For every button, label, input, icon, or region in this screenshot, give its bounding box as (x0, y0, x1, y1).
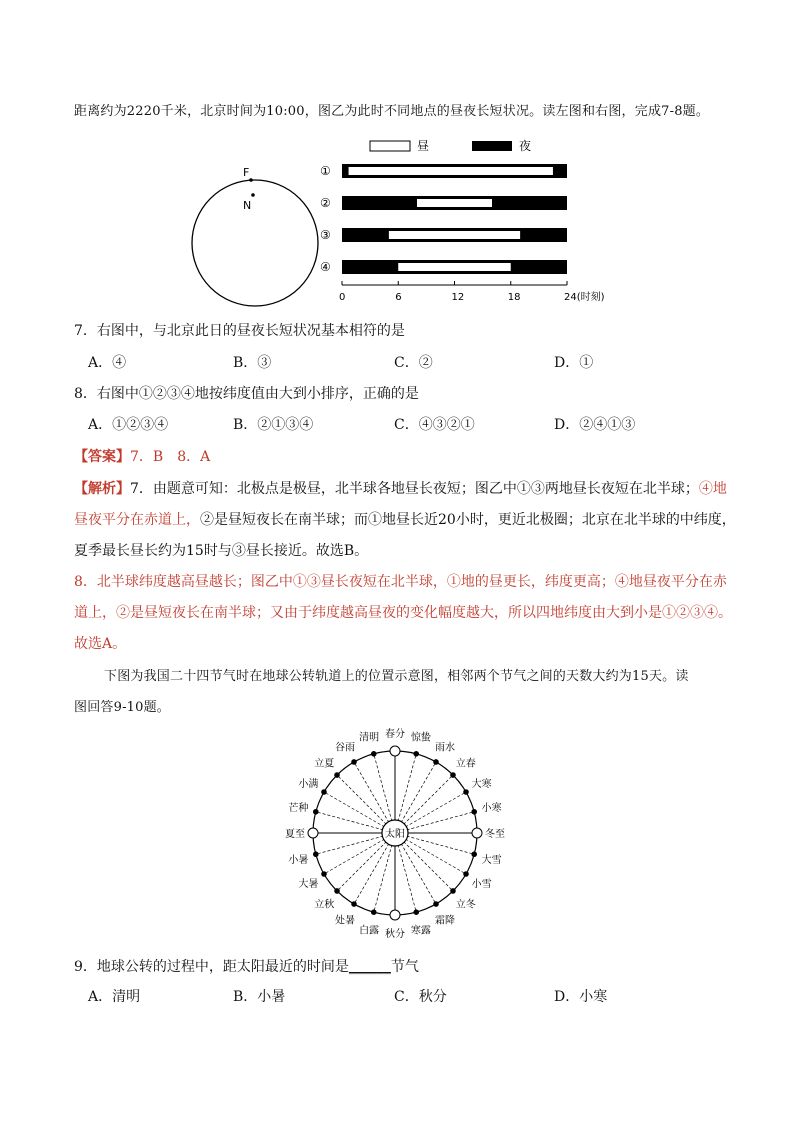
term-label-0: 春分 (385, 729, 405, 740)
term-label-15: 立冬 (455, 899, 476, 911)
term-point-7 (313, 852, 318, 857)
daylight-bars (320, 164, 567, 274)
solar-terms-figure (270, 722, 520, 947)
term-label-12: 秋分 (385, 929, 405, 940)
term-point-15 (451, 889, 456, 894)
legend-night-label: 夜 (519, 139, 532, 153)
term-point-13 (414, 910, 419, 915)
analysis-p1-l2-red: 昼夜平分在赤道上， (74, 512, 200, 528)
radial-line-3 (337, 775, 386, 824)
answer-line (74, 446, 210, 466)
term-point-3 (335, 773, 340, 778)
term-point-21 (451, 773, 456, 778)
analysis-p2-line1 (74, 571, 727, 591)
question-7-stem: 7．右图中，与北京此日的昼夜长短状况基本相符的是 (74, 323, 405, 339)
day-bar-1 (349, 167, 553, 175)
answer-bracket: 【答案】 (74, 449, 130, 465)
term-label-16: 小雪 (471, 879, 492, 890)
term-point-0 (390, 746, 400, 756)
label-n: N (243, 199, 252, 212)
legend-day-label: 昼 (417, 139, 430, 153)
daylight-figure (185, 135, 625, 310)
term-point-23 (414, 751, 419, 756)
term-point-9 (335, 889, 340, 894)
q9-suffix: 节气 (390, 959, 419, 975)
row-label-3: ③ (320, 228, 331, 242)
point-f (249, 178, 253, 182)
term-point-6 (308, 828, 318, 838)
term-point-22 (434, 760, 439, 765)
term-label-23: 惊蛰 (410, 732, 431, 744)
term-label-11: 白露 (359, 925, 380, 937)
analysis-p1-line1 (74, 478, 727, 498)
term-point-14 (434, 902, 439, 907)
q9-option-c: C．秋分 (394, 989, 447, 1005)
analysis-p1-l1-black: 7．由题意可知：北极点是极昼，北半球各地昼长夜短；图乙中①③两地昼长夜短在北半球； (130, 481, 699, 497)
term-label-2: 谷雨 (335, 742, 355, 754)
analysis-p2-line3: 故选A。 (74, 636, 127, 652)
row-label-4: ④ (320, 260, 331, 274)
term-point-12 (390, 910, 400, 920)
term-point-1 (371, 751, 376, 756)
term-label-13: 寒露 (410, 925, 431, 937)
row-label-1: ① (320, 164, 331, 178)
term-label-8: 大暑 (298, 879, 319, 890)
analysis-p1-line2 (74, 509, 736, 529)
term-point-20 (464, 790, 469, 795)
intro-text: 距离约为2220千米，北京时间为10:00，图乙为此时不同地点的昼夜长短状况。读左图和右图，完成7-8题。 (74, 104, 710, 119)
row-label-2: ② (320, 196, 331, 210)
term-point-8 (322, 872, 327, 877)
q7-option-a: A．④ (88, 355, 127, 371)
axis-ticks (339, 281, 605, 303)
term-point-16 (464, 872, 469, 877)
term-label-21: 立春 (455, 758, 476, 770)
tick-label-1: 6 (395, 292, 402, 303)
term-point-18 (472, 828, 482, 838)
q7-option-d: D．① (554, 355, 594, 371)
analysis-p2-l1-black: 8．北半球纬度越高昼越长；图乙中①③昼长夜短在北半球，①地的昼更长，纬度更高； (74, 574, 615, 590)
term-point-10 (352, 902, 357, 907)
tick-label-2: 12 (451, 292, 465, 303)
term-label-17: 大雪 (481, 854, 502, 866)
radial-line-15 (403, 841, 452, 890)
term-point-4 (322, 790, 327, 795)
tick-label-4: 24(时刻) (564, 292, 605, 303)
answer-text: 7．B 8．A (130, 449, 211, 465)
analysis-p2-l1-red: ④地昼夜平分在赤 (614, 574, 727, 590)
q9-option-b: B．小暑 (233, 989, 286, 1005)
q8-option-d: D．②④①③ (554, 417, 636, 433)
term-label-5: 芒种 (288, 803, 309, 815)
q9-blank: ______ (348, 959, 391, 975)
intro2-line1: 下图为我国二十四节气时在地球公转轨道上的位置示意图，相邻两个节气之间的天数大约为15天。读 (104, 669, 689, 684)
term-label-9: 立秋 (314, 899, 335, 911)
tick-label-3: 18 (507, 292, 521, 303)
tick-label-0: 0 (339, 292, 346, 303)
q7-option-c: C．② (394, 355, 433, 371)
q9-stem-text: 9．地球公转的过程中，距太阳最近的时间是 (74, 959, 349, 975)
analysis-bracket: 【解析】 (74, 481, 130, 497)
day-bar-2 (417, 199, 492, 207)
term-point-5 (313, 809, 318, 814)
term-label-14: 霜降 (435, 915, 455, 927)
analysis-p2-l2-red: 道上， (74, 605, 116, 621)
term-point-11 (371, 910, 376, 915)
term-point-17 (472, 852, 477, 857)
term-label-7: 小暑 (288, 854, 309, 866)
term-label-19: 小寒 (481, 803, 502, 815)
analysis-p1-l1-red: ④地 (698, 481, 727, 497)
legend-day-box (370, 141, 410, 151)
analysis-p1-l2-black: ②是昼短夜长在南半球；而①地昼长近20小时，更近北极圈；北京在北半球的中纬度， (200, 512, 736, 528)
analysis-p2-l2-black: ②是昼短夜长在南半球；又由于纬度越高昼夜的变化幅度越大，所以四地纬度由大到小是①②③④。 (116, 605, 732, 621)
term-label-22: 雨水 (435, 742, 455, 754)
term-point-2 (352, 760, 357, 765)
radial-line-9 (337, 841, 386, 890)
label-f: F (243, 166, 250, 179)
point-n (251, 193, 255, 197)
term-label-20: 大寒 (471, 779, 492, 790)
day-bar-4 (398, 263, 511, 271)
question-9-stem (74, 956, 419, 976)
term-label-1: 清明 (359, 732, 380, 744)
q8-option-b: B．②①③④ (233, 417, 314, 433)
term-label-10: 处暑 (335, 915, 355, 927)
analysis-p2-line2 (74, 602, 732, 622)
term-point-19 (472, 809, 477, 814)
q7-option-b: B．③ (233, 355, 272, 371)
radial-line-21 (403, 775, 452, 824)
day-bar-3 (389, 231, 520, 239)
sun-label: 太阳 (385, 829, 405, 840)
legend-night-box (472, 141, 512, 151)
intro2-line2: 图回答9-10题。 (74, 700, 171, 715)
earth-circle (192, 180, 318, 306)
q8-option-a: A．①②③④ (88, 417, 169, 433)
term-label-4: 小满 (298, 779, 319, 790)
analysis-p1-line3: 夏季最长昼长约为15时与③昼长接近。故选B。 (74, 543, 369, 559)
solar-terms-orbit (285, 727, 505, 940)
term-label-3: 立夏 (314, 758, 335, 770)
term-label-18: 冬至 (485, 829, 505, 840)
q8-option-c: C．④③②① (394, 417, 475, 433)
question-8-stem: 8．右图中①②③④地按纬度值由大到小排序，正确的是 (74, 386, 419, 402)
q9-option-d: D．小寒 (554, 989, 608, 1005)
q9-option-a: A．清明 (88, 989, 141, 1005)
term-label-6: 夏至 (285, 829, 305, 840)
